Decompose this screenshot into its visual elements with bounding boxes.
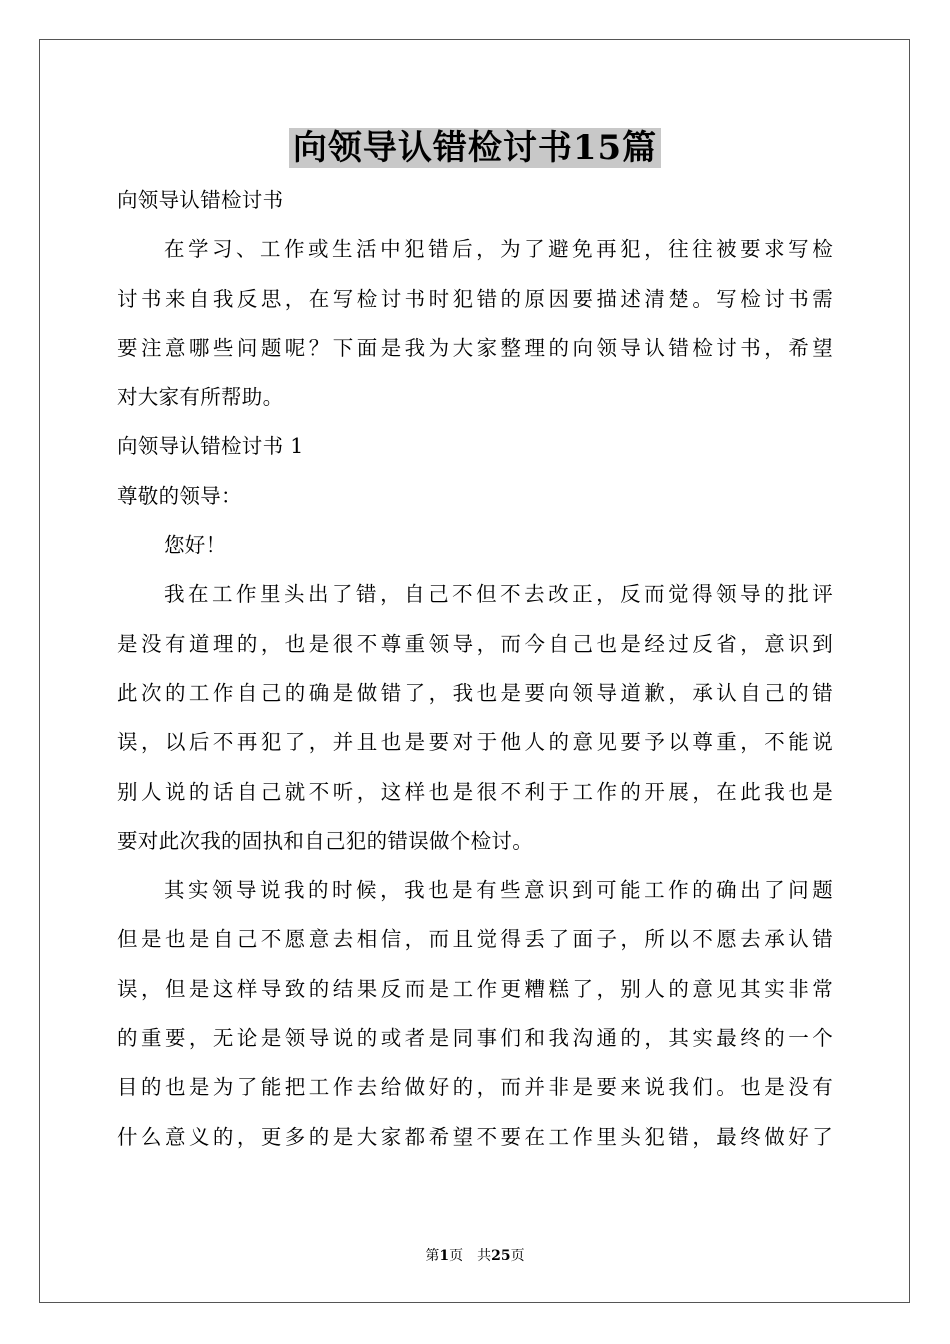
- text-line: 误，但是这样导致的结果反而是工作更糟糕了，别人的意见其实非常: [117, 976, 833, 1001]
- footer-prefix: 第: [425, 1248, 440, 1264]
- text-line: 在学习、工作或生活中犯错后，为了避免再犯，往往被要求写检: [164, 237, 833, 262]
- text-line: 误，以后不再犯了，并且也是要对于他人的意见要予以尊重，不能说: [117, 730, 833, 755]
- footer-suffix: 页: [510, 1248, 525, 1264]
- text-line: 要注意哪些问题呢？下面是我为大家整理的向领导认错检讨书，希望: [117, 335, 833, 360]
- text-line: 什么意义的，更多的是大家都希望不要在工作里头犯错，最终做好了: [117, 1124, 833, 1149]
- text-line: 但是也是自己不愿意去相信，而且觉得丢了面子，所以不愿去承认错: [117, 927, 833, 952]
- text-line: 要对此次我的固执和自己犯的错误做个检讨。: [117, 828, 533, 853]
- text-line: 讨书来自我反思，在写检讨书时犯错的原因要描述清楚。写检讨书需: [117, 286, 833, 311]
- text-line: 别人说的话自己就不听，这样也是很不利于工作的开展，在此我也是: [117, 779, 833, 804]
- text-line: 我在工作里头出了错，自己不但不去改正，反而觉得领导的批评: [164, 582, 833, 607]
- text-line: 向领导认错检讨书: [117, 188, 284, 212]
- text-line: 目的也是为了能把工作去给做好的，而并非是要来说我们。也是没有: [117, 1075, 833, 1100]
- text-line: 您好！: [164, 533, 227, 558]
- document-title: 向领导认错检讨书15篇: [289, 128, 661, 168]
- text-line: 向领导认错检讨书 1: [117, 434, 304, 459]
- text-line: 的重要，无论是领导说的或者是同事们和我沟通的，其实最终的一个: [117, 1026, 833, 1051]
- document-body: [117, 176, 833, 1162]
- page-footer: [0, 1245, 950, 1265]
- footer-mid: 页 共: [449, 1248, 492, 1264]
- text-line: 此次的工作自己的确是做错了，我也是要向领导道歉，承认自己的错: [117, 680, 833, 705]
- footer-page-total: 25: [491, 1248, 511, 1264]
- title-container: [0, 128, 950, 168]
- text-line: 其实领导说我的时候，我也是有些意识到可能工作的确出了问题: [164, 878, 833, 903]
- text-line: 是没有道理的，也是很不尊重领导，而今自己也是经过反省，意识到: [117, 631, 833, 656]
- footer-page-current: 1: [439, 1248, 450, 1264]
- text-line: 尊敬的领导：: [117, 483, 242, 508]
- text-line: 对大家有所帮助。: [117, 385, 284, 410]
